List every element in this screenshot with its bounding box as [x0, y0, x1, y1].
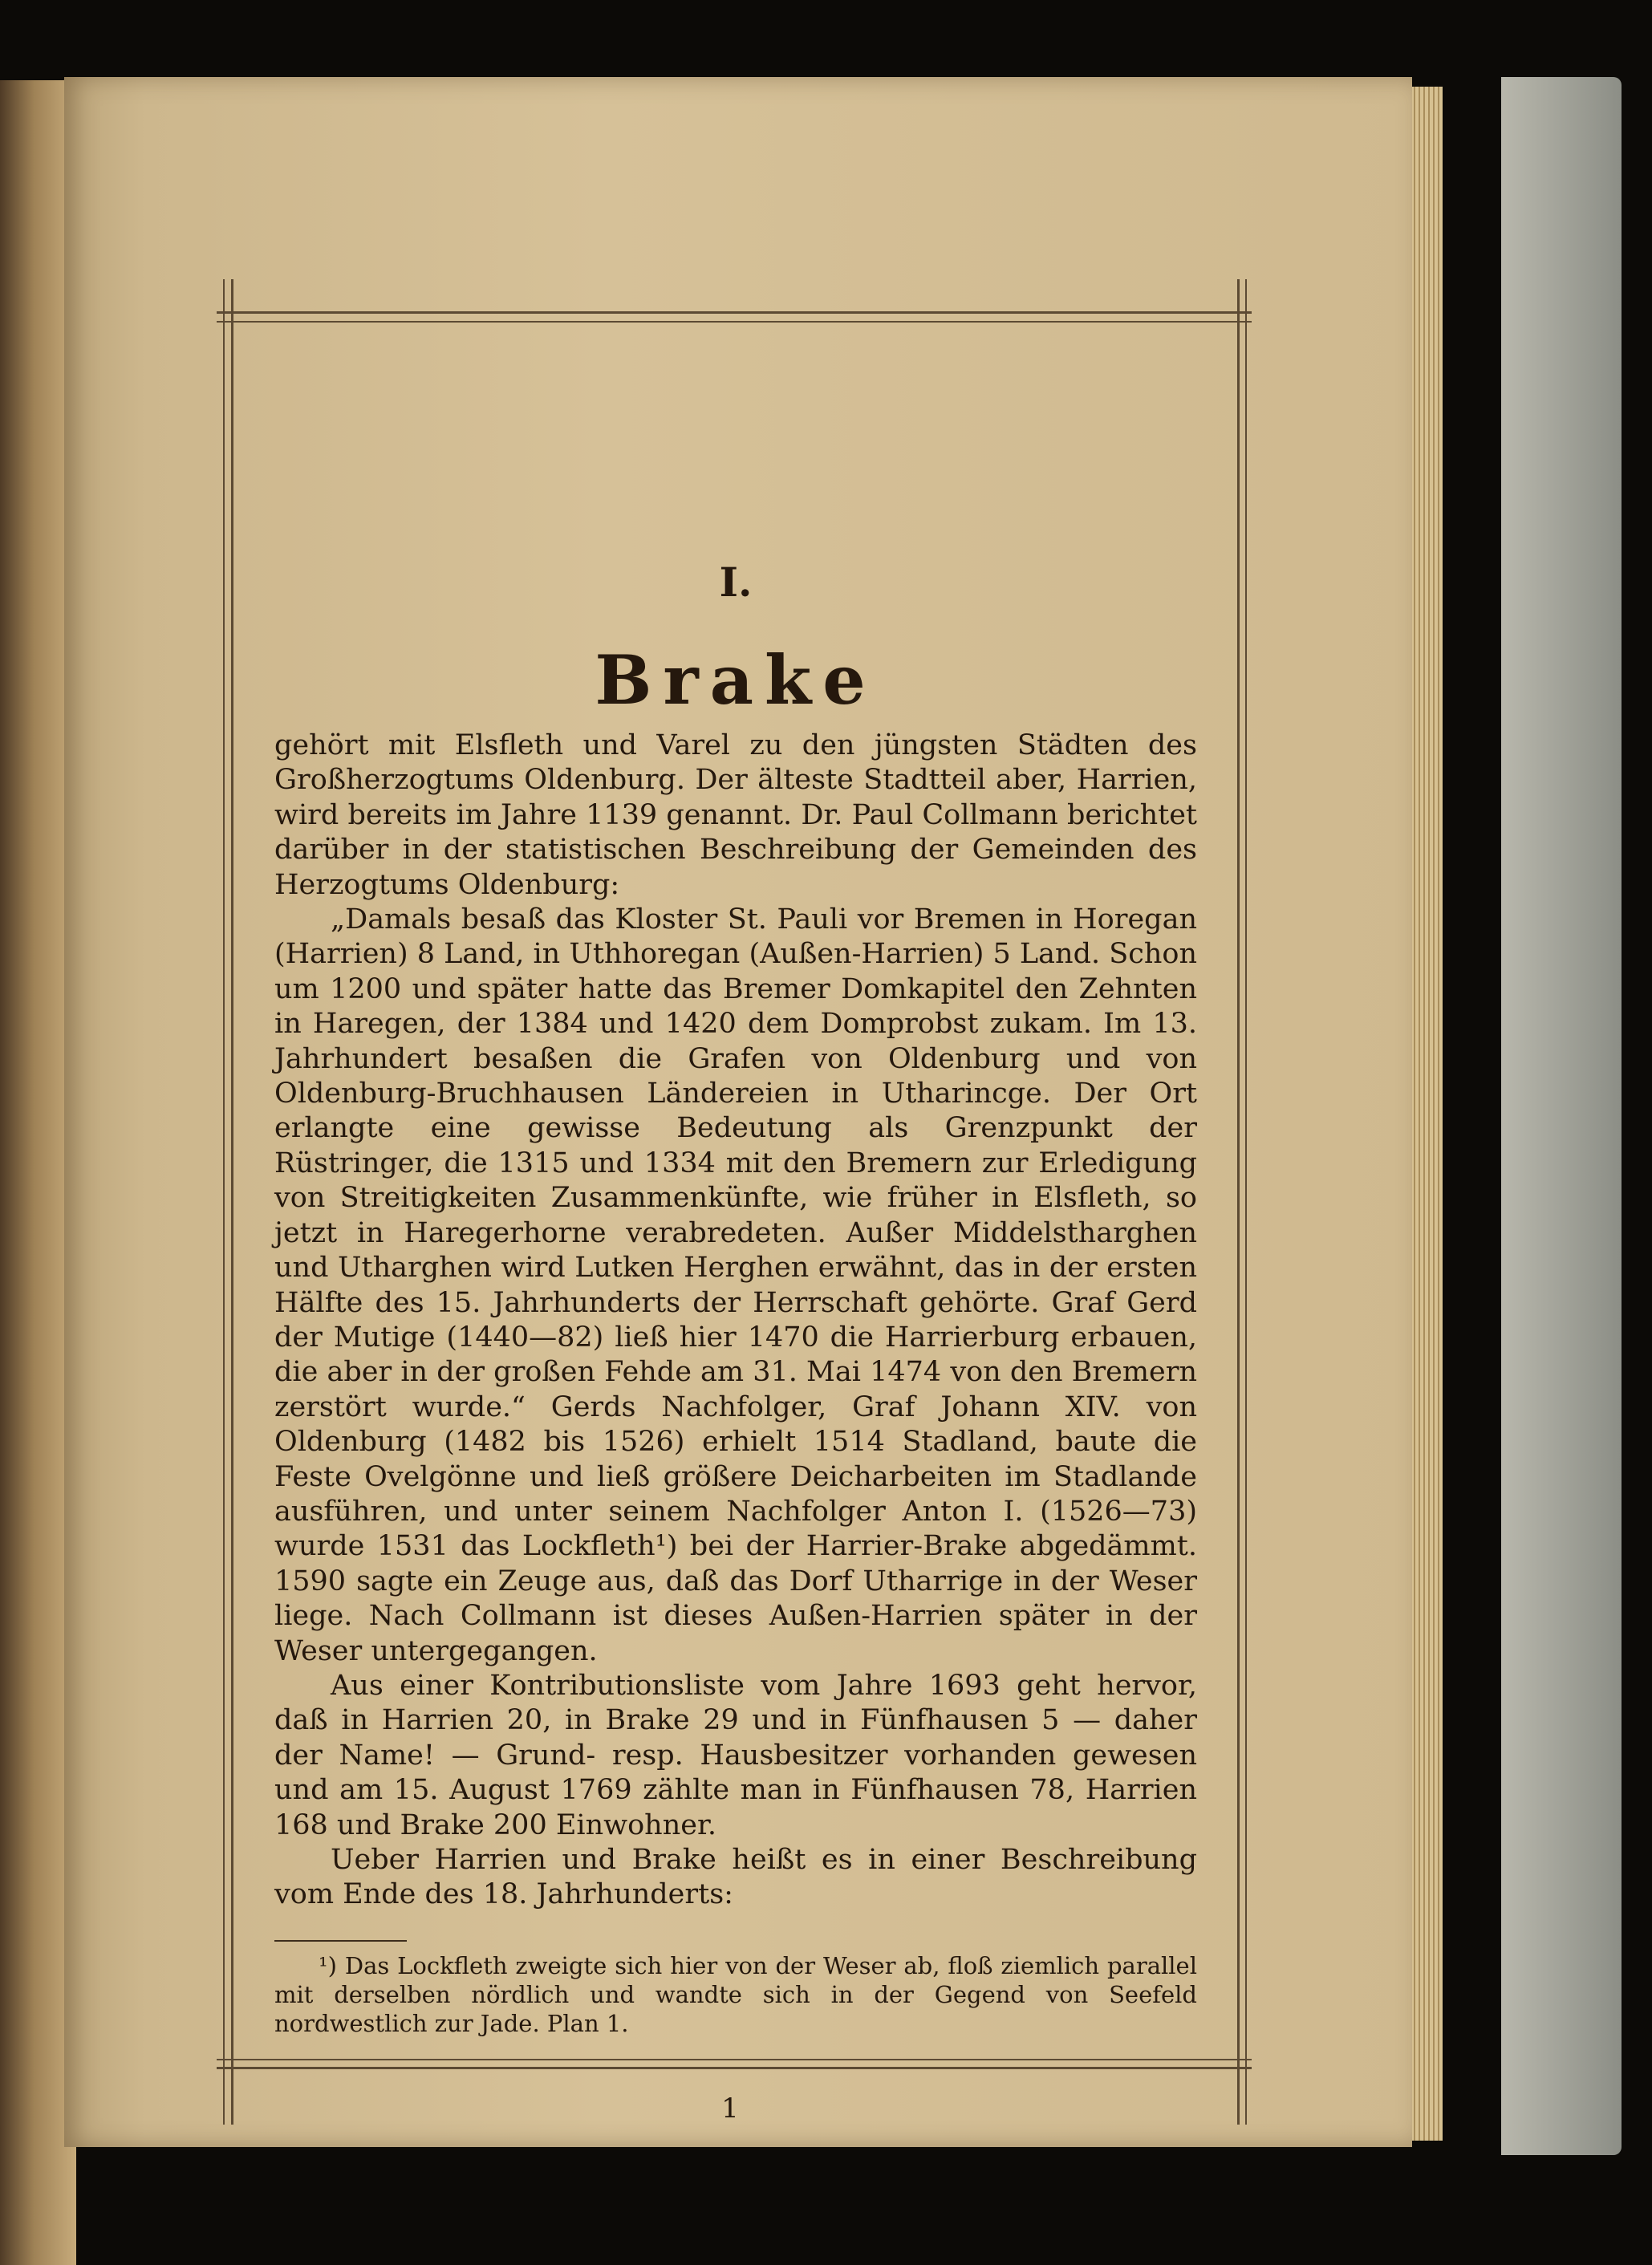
paragraph-population: Aus einer Kontributionsliste vom Jahre 1693 geht hervor, daß in Harrien 20, in Brake 29 und in Fünfhausen 5 — daher der Name! — Grund- resp. Hausbesitzer vorhanden gewesen und am 15. August 1769 zählte man in Fünfhausen 78, Harrien 168 und Brake 200 Einwohner.: [274, 1669, 1197, 1841]
book-page: [64, 77, 1412, 2147]
frame-rule-left-inner: [231, 279, 233, 2125]
page-number: 1: [721, 2092, 739, 2125]
footnote-separator: [274, 1940, 407, 1942]
frame-rule-bottom: [217, 2067, 1252, 2069]
paragraph-description: Ueber Harrien und Brake heißt es in einer Beschreibung vom Ende des 18. Jahrhunderts:: [274, 1844, 1197, 1911]
footnote: ¹) Das Lockfleth zweigte sich hier von der Weser ab, floß ziemlich parallel mit derselben nördlich und wandte sich in der Gegend von Seefeld nordwestlich zur Jade. Plan 1.: [274, 1951, 1197, 2037]
paragraph-quote: „Damals besaß das Kloster St. Pauli vor Bremen in Horegan (Harrien) 8 Land, in Uthhoregan (Außen-Harrien) 5 Land. Schon um 1200 und später hatte das Bremer Domkapitel den Zehnten in Haregen, der 1384 und 1420 dem Domprobst zukam. Im 13. Jahrhundert besaßen die Grafen von Oldenburg und von Oldenburg-Bruchhausen Ländereien in Utharincge. Der Ort erlangte eine gewisse Bedeutung als Grenzpunkt der Rüstringer, die 1315 und 1334 mit den Bremern zur Erledigung von Streitigkeiten Zusammenkünfte, wie früher in Elsfleth, so jetzt in Haregerhorne verabredeten. Außer Middelstharghen und Utharghen wird Lutken Herghen erwähnt, das in der ersten Hälfte des 15. Jahrhunderts der Herrschaft gehörte. Graf Gerd der Mutige (1440—82) ließ hier 1470 die Harrierburg erbauen, die aber in der großen Fehde am 31. Mai 1474 von den Bremern zerstört wurde.“ Gerds Nachfolger, Graf Johann XIV. von Oldenburg (1482 bis 1526) erhielt 1514 Stadland, baute die Feste Ovelgönne und ließ größere Deicharbeiten im Stadlande ausführen, und unter seinem Nachfolger Anton I. (1526—73) wurde 1531 das Lockfleth¹) bei der Harrier-Brake abgedämmt. 1590 sagte ein Zeuge aus, daß das Dorf Utharrige in der Weser liege. Nach Collmann ist dieses Außen-Harrien später in der Weser untergegangen.: [274, 903, 1197, 1667]
chapter-title: Brake: [595, 640, 877, 720]
chapter-number: I.: [719, 558, 753, 606]
text-block: [274, 558, 1197, 2038]
frame-rule-left: [223, 279, 225, 2125]
paragraph-intro: gehört mit Elsfleth und Varel zu den jüngsten Städten des Großherzogtums Oldenburg. Der älteste Stadtteil aber, Harrien, wird bereits im Jahre 1139 genannt. Dr. Paul Collmann berichtet darüber in der statistischen Beschreibung der Gemeinden des Herzogtums Oldenburg:: [274, 729, 1197, 901]
frame-rule-top-inner: [217, 321, 1252, 323]
frame-rule-top: [217, 311, 1252, 314]
frame-rule-bottom-inner: [217, 2059, 1252, 2060]
frame-rule-right: [1245, 279, 1247, 2125]
frame-rule-right-inner: [1237, 279, 1240, 2125]
book-cover-edge: [1501, 77, 1622, 2155]
